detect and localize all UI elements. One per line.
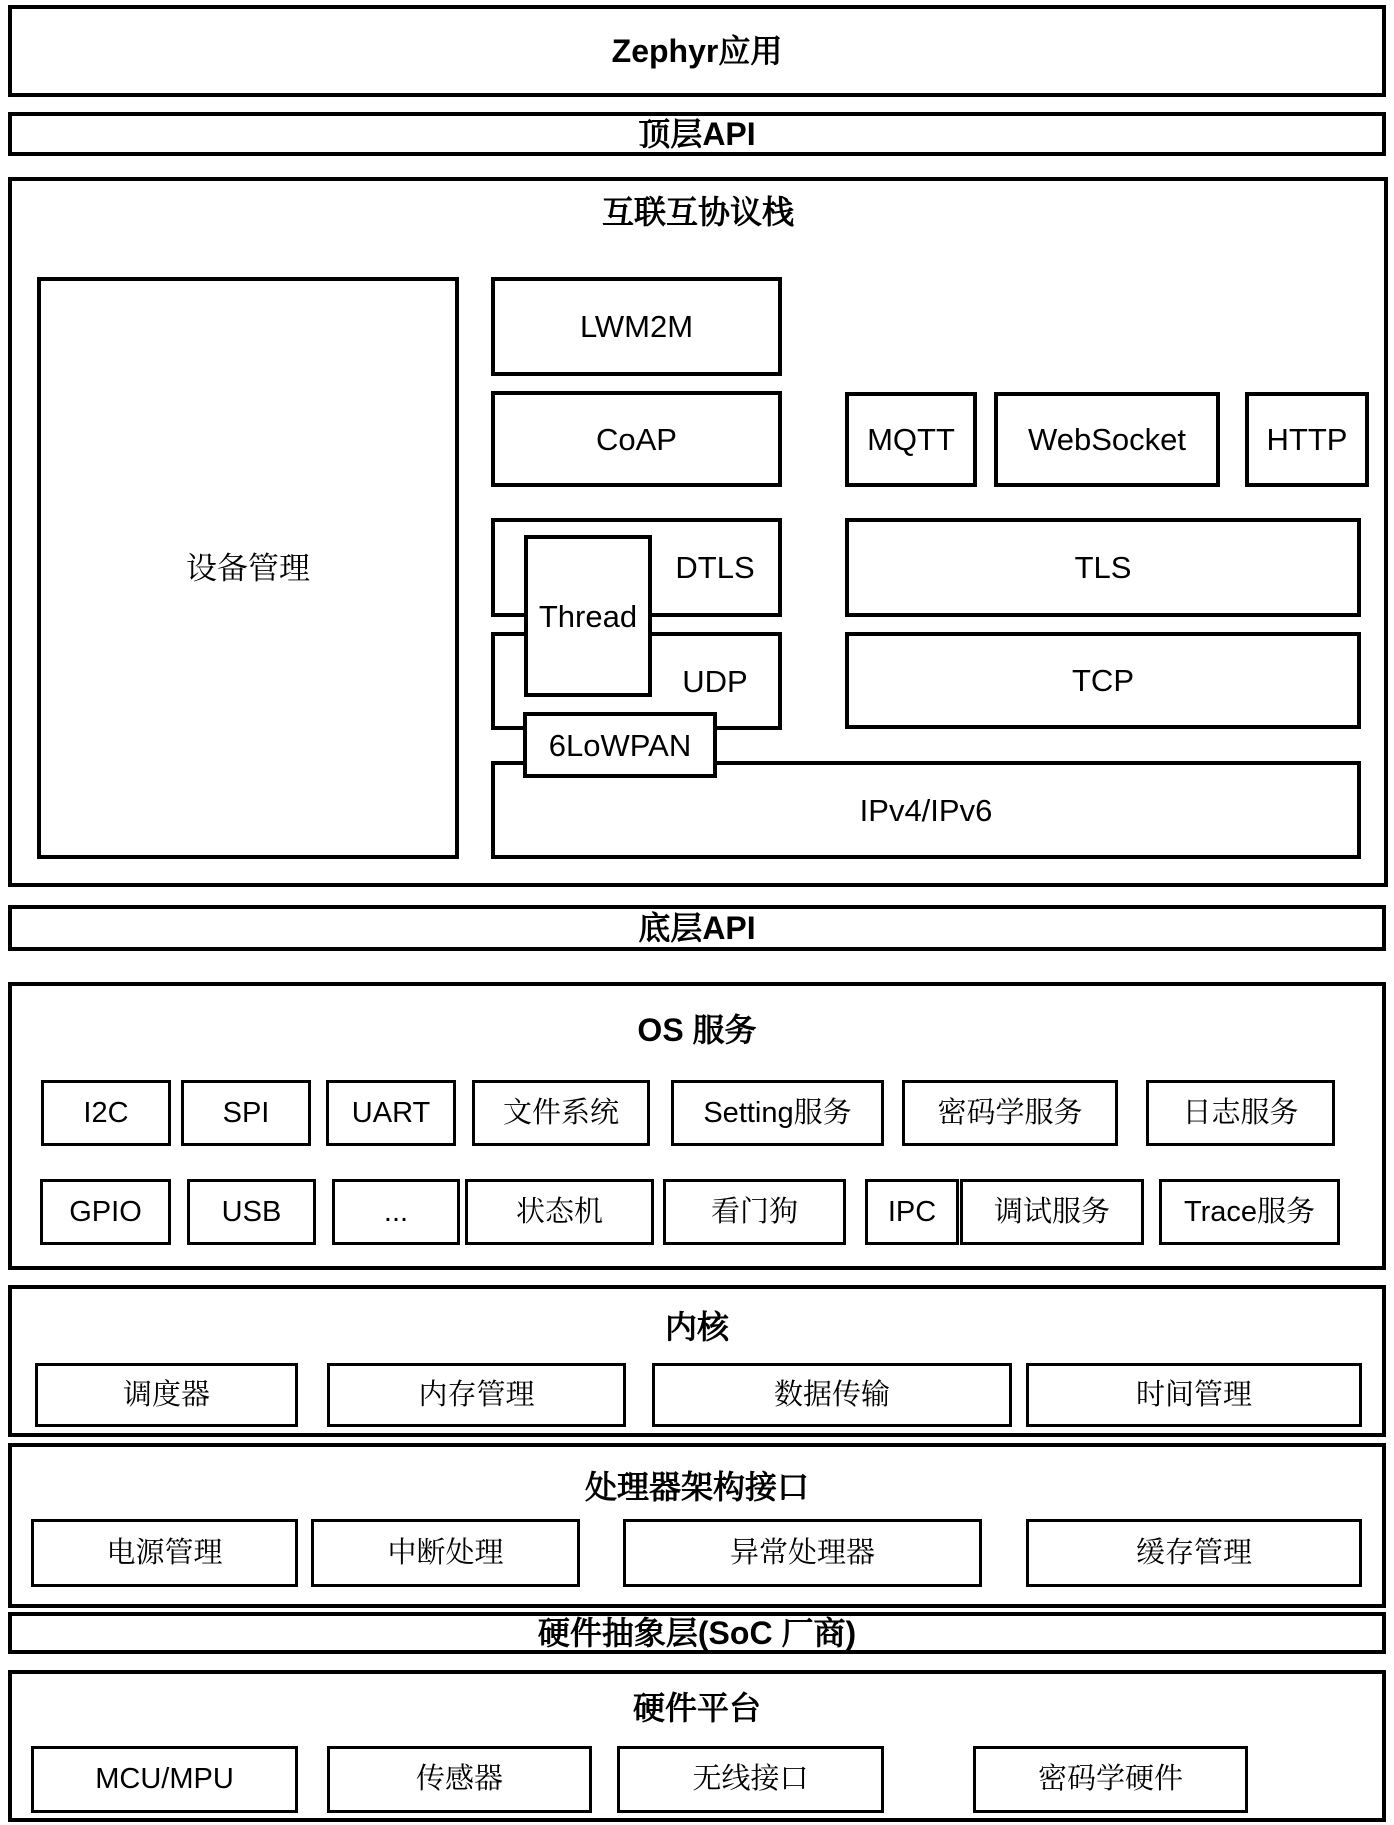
os-service-trace: Trace服务: [1159, 1179, 1340, 1245]
os-service-crypto: 密码学服务: [902, 1080, 1118, 1146]
kernel-data-transfer: 数据传输: [652, 1363, 1012, 1427]
arch-interrupt: 中断处理: [311, 1519, 580, 1587]
arch-power: 电源管理: [31, 1519, 298, 1587]
top-api-bar: 顶层API: [8, 112, 1386, 156]
os-service-more: ...: [332, 1179, 460, 1245]
os-service-ipc: IPC: [865, 1179, 959, 1245]
hardware-platform-title: 硬件平台: [632, 1690, 761, 1726]
mqtt-box: MQTT: [845, 392, 977, 487]
os-service-statemachine: 状态机: [465, 1179, 654, 1245]
arch-cache: 缓存管理: [1026, 1519, 1362, 1587]
hw-wireless: 无线接口: [617, 1746, 884, 1813]
os-service-gpio: GPIO: [40, 1179, 171, 1245]
ipv4-ipv6-box: IPv4/IPv6: [491, 761, 1361, 859]
os-service-i2c: I2C: [41, 1080, 171, 1146]
arch-interface-title: 处理器架构接口: [584, 1469, 809, 1505]
os-service-settings: Setting服务: [671, 1080, 884, 1146]
kernel-section: [8, 1285, 1386, 1437]
websocket-box: WebSocket: [994, 392, 1220, 487]
hardware-platform-section: [8, 1670, 1386, 1822]
kernel-scheduler: 调度器: [35, 1363, 298, 1427]
os-service-spi: SPI: [181, 1080, 311, 1146]
bottom-api-bar: 底层API: [8, 905, 1386, 951]
os-service-debug: 调试服务: [960, 1179, 1144, 1245]
os-service-usb: USB: [187, 1179, 316, 1245]
coap-box: CoAP: [491, 391, 782, 487]
device-management-box: 设备管理: [37, 277, 459, 859]
arch-interface-section: [8, 1443, 1386, 1608]
hw-sensor: 传感器: [327, 1746, 592, 1813]
hal-bar: 硬件抽象层(SoC 厂商): [8, 1612, 1386, 1654]
sixlowpan-box: 6LoWPAN: [523, 712, 717, 778]
http-box: HTTP: [1245, 392, 1369, 487]
zephyr-app-layer: Zephyr应用: [8, 5, 1386, 97]
os-service-watchdog: 看门狗: [663, 1179, 846, 1245]
tcp-box: TCP: [845, 632, 1361, 729]
dtls-label: DTLS: [675, 550, 755, 585]
hw-mcu-mpu: MCU/MPU: [31, 1746, 298, 1813]
protocol-stack-section: [8, 177, 1388, 887]
os-service-filesystem: 文件系统: [472, 1080, 650, 1146]
kernel-title: 内核: [664, 1309, 729, 1345]
arch-exception: 异常处理器: [623, 1519, 982, 1587]
protocol-stack-title: 互联互协议栈: [601, 194, 794, 230]
thread-box: Thread: [524, 535, 652, 697]
lwm2m-box: LWM2M: [491, 277, 782, 376]
os-services-title: OS 服务: [637, 1012, 757, 1048]
os-services-section: [8, 982, 1386, 1270]
kernel-time: 时间管理: [1026, 1363, 1362, 1427]
hw-crypto: 密码学硬件: [973, 1746, 1248, 1813]
kernel-memory: 内存管理: [327, 1363, 626, 1427]
os-service-uart: UART: [326, 1080, 456, 1146]
tls-box: TLS: [845, 518, 1361, 617]
os-service-logging: 日志服务: [1146, 1080, 1335, 1146]
udp-label: UDP: [682, 663, 748, 699]
